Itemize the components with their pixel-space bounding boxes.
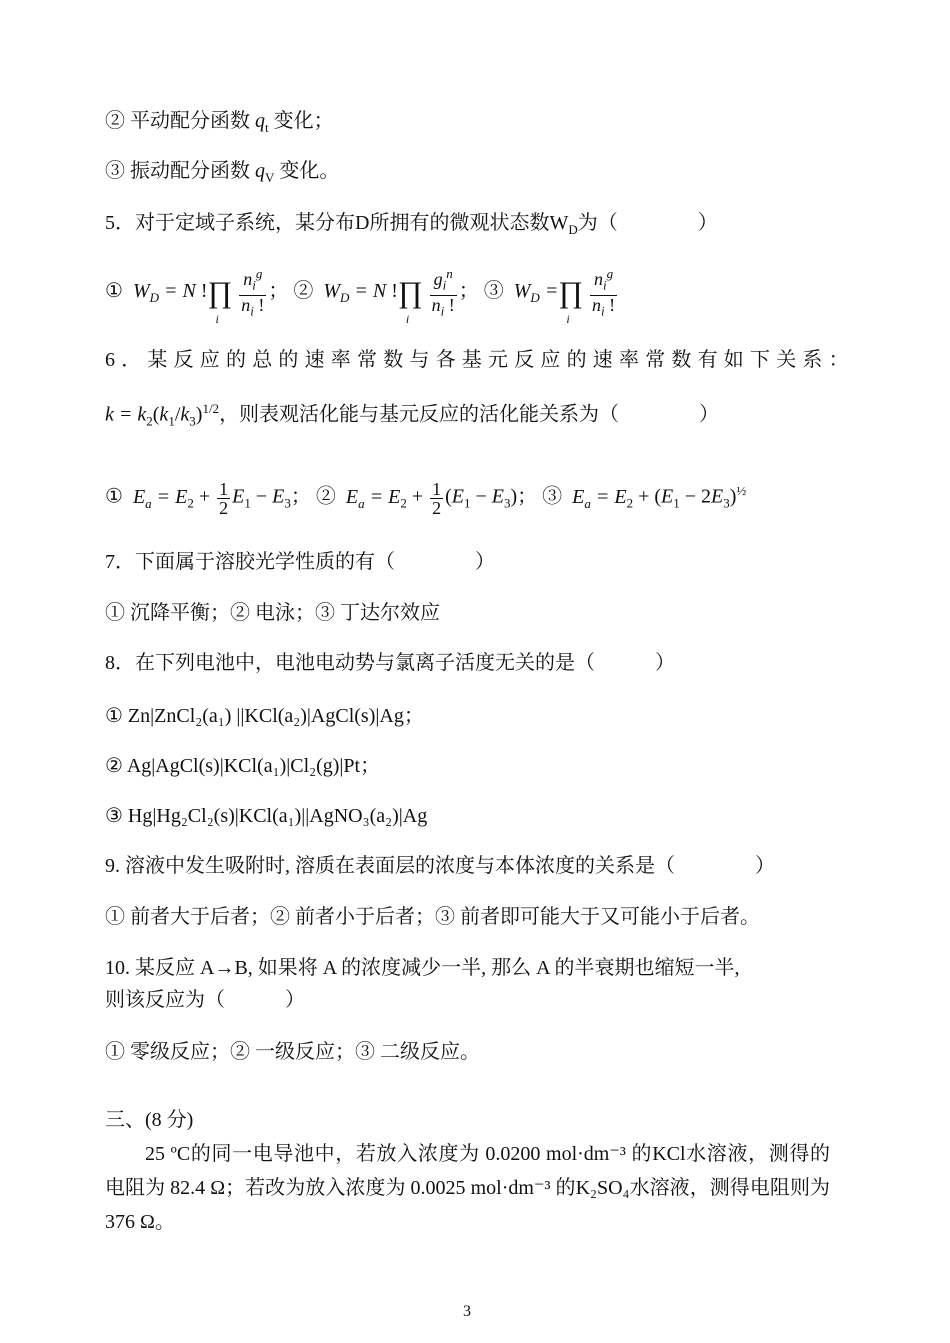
text: 25 ºC的同一电导池中，若放入浓度为 0.0200 mol·dm⁻³ 的KCl水溶液，测得的电阻为 82.4 Ω；若改为放入浓度为 0.0025 mol·dm⁻³ 的K₂SO₄水溶液，测得电阻则为 376 Ω。 xyxy=(105,1143,830,1233)
text: 10. 某反应 A→B, 如果将 A 的浓度减少一半, 那么 A 的半衰期也缩短一半, xyxy=(105,957,740,979)
text: 5．对于定域子系统，某分布D所拥有的微观状态数W xyxy=(105,212,569,234)
text: 9. 溶液中发生吸附时, 溶质在表面层的浓度与本体浓度的关系是（ ） xyxy=(105,855,775,877)
question-6 xyxy=(105,347,855,373)
question-9-options xyxy=(105,904,760,930)
question-5-options: ① $W_D = N$ !∏ i $\frac{n_i^g}{n_i !}$ ； ② $W_D = N$ !∏ i $\frac{g_i^n}{n_i !}$ ； ③ $W_D$ =∏ i $\frac{n_i^g}{n_i !}$ xyxy=(105,266,616,326)
text: ③ Hg|Hg₂Cl₂(s)|KCl(a₁)||AgNO₃(a₂)|Ag xyxy=(105,805,428,827)
question-8 xyxy=(105,650,675,676)
text: 7．下面属于溶胶光学性质的有（ ） xyxy=(105,551,495,573)
text: 变化； xyxy=(273,110,334,132)
question-5: 5．对于定域子系统，某分布D所拥有的微观状态数$W_D$为（ ） xyxy=(105,212,718,237)
question-6-formula: $k = k_2(k_1/k_3)^{1/2}$，则表观活化能与基元反应的活化能关系为（ ） xyxy=(105,401,720,429)
question-7 xyxy=(105,549,495,575)
line-vibrational-partition: ③ 振动配分函数 $q_V$ 变化。 xyxy=(105,160,340,185)
text: 为（ ） xyxy=(577,212,718,234)
text: 三、(8 分) xyxy=(105,1109,194,1131)
question-8-option-3 xyxy=(105,803,427,829)
line-translational-partition: ② 平动配分函数 $q_t$ 变化； xyxy=(105,110,334,135)
question-10-options xyxy=(105,1039,480,1065)
question-7-options xyxy=(105,600,440,626)
text: 则该反应为（ ） xyxy=(105,989,305,1011)
section-3-text xyxy=(105,1137,830,1239)
text: ① Zn|ZnCl₂(a₁) ||KCl(a₂)|AgCl(s)|Ag； xyxy=(105,705,424,727)
text: ② Ag|AgCl(s)|KCl(a₁)|Cl₂(g)|Pt； xyxy=(105,755,381,777)
text: ① 前者大于后者；② 前者小于后者；③ 前者即可能大于又可能小于后者。 xyxy=(105,906,760,928)
section-3-title xyxy=(105,1107,193,1133)
text: ③ 振动配分函数 xyxy=(105,160,250,182)
text: ① 沉降平衡；② 电泳；③ 丁达尔效应 xyxy=(105,602,440,624)
question-10-cont xyxy=(105,987,305,1013)
question-10 xyxy=(105,955,739,981)
text: ② 平动配分函数 xyxy=(105,110,250,132)
text: ① 零级反应；② 一级反应；③ 二级反应。 xyxy=(105,1041,480,1063)
text: 变化。 xyxy=(279,160,340,182)
question-8-option-2 xyxy=(105,753,380,779)
text: 8．在下列电池中，电池电动势与氯离子活度无关的是（ ） xyxy=(105,652,675,674)
text: ，则表观活化能与基元反应的活化能关系为（ ） xyxy=(219,403,720,426)
question-8-option-1 xyxy=(105,703,424,729)
question-9 xyxy=(105,853,775,879)
question-6-options: ① $E_a = E_2$ + $\frac{1}{2}$ $E_1 - E_3$； ② $E_a = E_2$ + $\frac{1}{2}$ $(E_1 - E_3)$； ③ $E_a = E_2 + (E_1 - 2E_3)^{\frac{1}{2}}$ xyxy=(105,478,747,518)
page-number: 3 xyxy=(463,1303,471,1320)
text: 6．某反应的总的速率常数与各基元反应的速率常数有如下关系： xyxy=(105,349,855,371)
